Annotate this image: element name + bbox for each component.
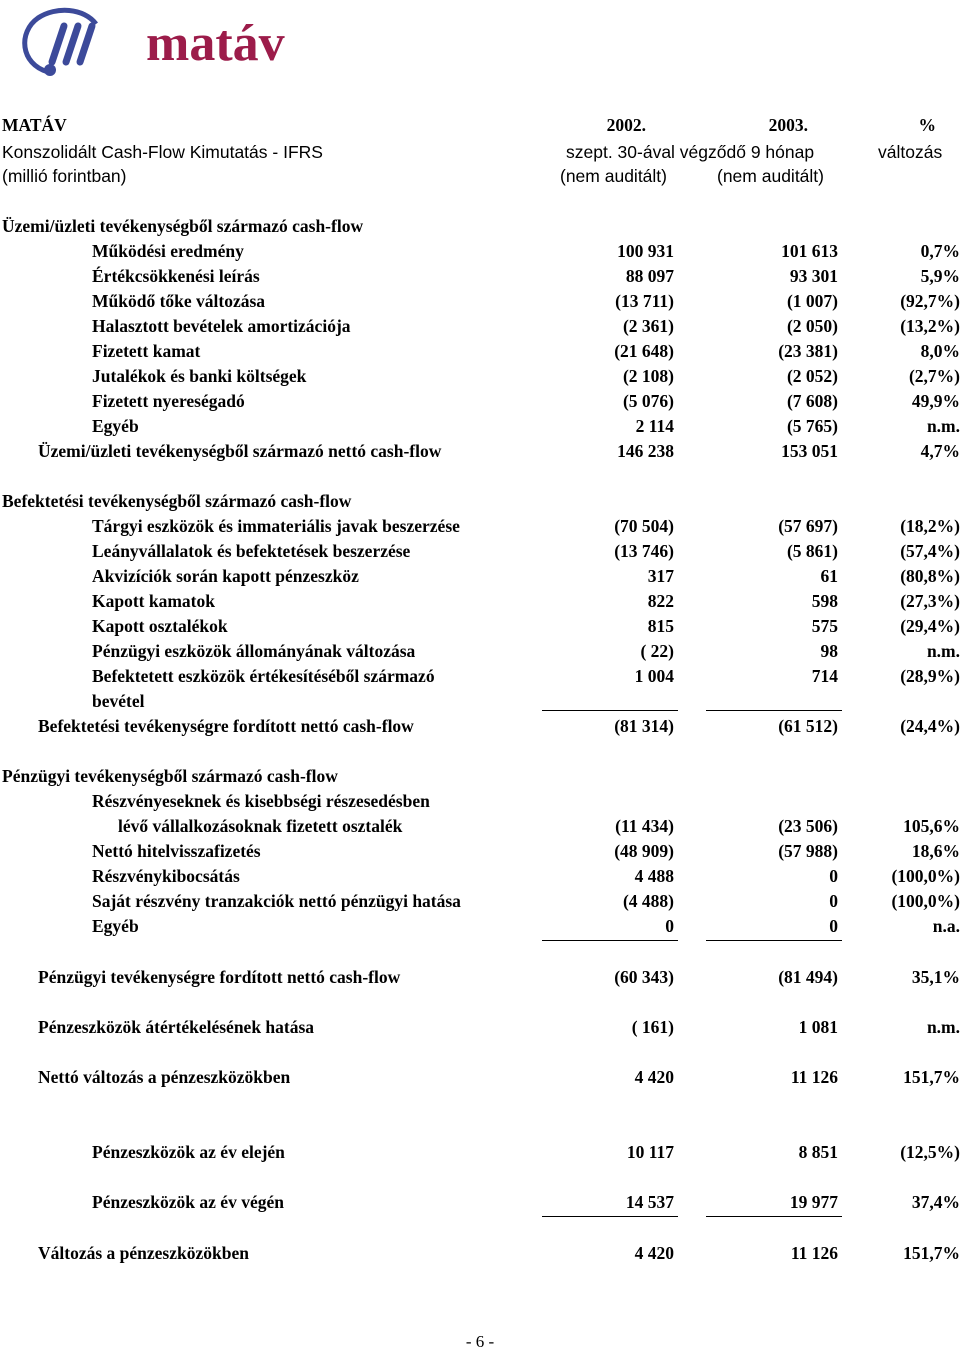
value-pct: 35,1% — [911, 967, 960, 987]
row-label: Üzemi/üzleti tevékenységből származó nettó cash-flow — [38, 441, 442, 461]
value-pct: n.m. — [926, 1017, 960, 1037]
value-2003: 714 — [811, 666, 838, 686]
row-label: Részvénykibocsátás — [92, 866, 240, 886]
unit-label: (millió forintban) — [2, 166, 127, 186]
value-2003: 598 — [811, 591, 838, 611]
value-2002: 146 238 — [617, 441, 674, 461]
audit-2002-label: (nem auditált) — [560, 166, 667, 186]
row-label: Fizetett kamat — [92, 341, 201, 361]
subtotal-rule-2002 — [542, 710, 678, 711]
value-pct: 5,9% — [920, 266, 960, 286]
investing-heading: Befektetési tevékenységből származó cash-flow — [2, 491, 352, 511]
row-label: Halasztott bevételek amortizációja — [92, 316, 351, 336]
subtotal-rule-2003 — [706, 1216, 842, 1217]
value-2003: (81 494) — [778, 967, 838, 987]
value-pct: 4,7% — [920, 441, 960, 461]
subtotal-rule-2003 — [706, 710, 842, 711]
value-2003: 8 851 — [798, 1142, 838, 1162]
value-pct: (18,2%) — [900, 516, 960, 536]
value-2002: 815 — [647, 616, 674, 636]
audit-2003-label: (nem auditált) — [717, 166, 824, 186]
row-label-continued: lévő vállalkozásoknak fizetett osztalék — [118, 816, 403, 836]
value-2003: (7 608) — [786, 391, 838, 411]
value-2003: 1 081 — [798, 1017, 838, 1037]
value-pct: (92,7%) — [900, 291, 960, 311]
value-2003: 0 — [829, 916, 838, 936]
report-title: Konszolidált Cash-Flow Kimutatás - IFRS — [2, 142, 323, 162]
value-2003: (57 697) — [778, 516, 838, 536]
row-label: Akvizíciók során kapott pénzeszköz — [92, 566, 359, 586]
value-2003: (5 861) — [786, 541, 838, 561]
value-2003: 575 — [811, 616, 838, 636]
subtotal-rule-2003 — [706, 940, 842, 941]
row-label: Kapott osztalékok — [92, 616, 228, 636]
value-2003: 61 — [820, 566, 838, 586]
value-pct: (12,5%) — [900, 1142, 960, 1162]
row-label: Leányvállalatok és befektetések beszerzése — [92, 541, 411, 561]
value-2003: (2 052) — [786, 366, 838, 386]
row-label: Egyéb — [92, 416, 139, 436]
value-2002: (60 343) — [614, 967, 674, 987]
value-2002: 10 117 — [626, 1142, 674, 1162]
value-pct: (57,4%) — [900, 541, 960, 561]
row-label: Pénzeszközök az év elején — [92, 1142, 285, 1162]
row-label: Egyéb — [92, 916, 139, 936]
row-label: Pénzeszközök átértékelésének hatása — [38, 1017, 315, 1037]
value-2003: 153 051 — [781, 441, 838, 461]
value-pct: 105,6% — [903, 816, 960, 836]
value-2002: 100 931 — [617, 241, 674, 261]
percent-header: % — [918, 115, 936, 135]
value-2002: (5 076) — [622, 391, 674, 411]
row-label: Fizetett nyereségadó — [92, 391, 245, 411]
value-2003: 98 — [820, 641, 838, 661]
value-2002: 2 114 — [635, 416, 674, 436]
row-label: Befektetett eszközök értékesítéséből származó — [92, 666, 435, 686]
value-2002: (13 711) — [615, 291, 674, 311]
period-label: szept. 30-ával végződő 9 hónap — [566, 142, 815, 162]
logo-wordmark: matáv — [146, 15, 285, 72]
row-label: Pénzügyi eszközök állományának változása — [92, 641, 416, 661]
row-label: Pénzeszközök az év végén — [92, 1192, 284, 1212]
logo-m-stroke — [52, 26, 92, 62]
value-2002: ( 161) — [631, 1017, 674, 1037]
company-name: MATÁV — [2, 115, 67, 135]
value-2002: (48 909) — [614, 841, 674, 861]
subtotal-rule-2002 — [542, 940, 678, 941]
year-2002-header: 2002. — [606, 115, 646, 135]
value-2002: 4 420 — [634, 1243, 674, 1263]
value-2002: (81 314) — [614, 716, 674, 736]
value-2002: (4 488) — [622, 891, 674, 911]
row-label-continued: bevétel — [92, 691, 145, 711]
value-pct: (80,8%) — [900, 566, 960, 586]
value-2002: 88 097 — [625, 266, 674, 286]
value-2002: (70 504) — [614, 516, 674, 536]
value-pct: 151,7% — [903, 1243, 960, 1263]
value-2002: 1 004 — [634, 666, 674, 686]
row-label: Értékcsökkenési leírás — [92, 266, 260, 286]
value-2002: (13 746) — [614, 541, 674, 561]
value-pct: n.m. — [926, 641, 960, 661]
value-pct: (2,7%) — [908, 366, 960, 386]
value-pct: (100,0%) — [891, 891, 960, 911]
row-label: Működési eredmény — [92, 241, 244, 261]
value-2003: 0 — [829, 866, 838, 886]
year-2003-header: 2003. — [768, 115, 808, 135]
matav-logo — [8, 2, 298, 84]
value-pct: 0,7% — [920, 241, 960, 261]
page-number: - 6 - — [465, 1332, 495, 1351]
row-label: Pénzügyi tevékenységre fordított nettó cash-flow — [38, 967, 401, 987]
value-2002: 822 — [647, 591, 674, 611]
value-pct: (29,4%) — [900, 616, 960, 636]
logo-dot — [44, 64, 56, 76]
operating-heading: Üzemi/üzleti tevékenységből származó cash-flow — [2, 216, 364, 236]
value-pct: (27,3%) — [900, 591, 960, 611]
value-pct: 151,7% — [903, 1067, 960, 1087]
value-pct: 49,9% — [911, 391, 960, 411]
value-2003: (61 512) — [778, 716, 838, 736]
subtotal-rule-2002 — [542, 1216, 678, 1217]
value-pct: n.a. — [932, 916, 960, 936]
value-2003: (5 765) — [786, 416, 838, 436]
row-label: Nettó változás a pénzeszközökben — [38, 1067, 291, 1087]
value-2002: (2 361) — [622, 316, 674, 336]
value-2003: 0 — [829, 891, 838, 911]
value-pct: (13,2%) — [900, 316, 960, 336]
value-2002: 4 488 — [634, 866, 674, 886]
value-2003: 11 126 — [790, 1243, 838, 1263]
value-pct: (100,0%) — [891, 866, 960, 886]
value-2002: 317 — [647, 566, 674, 586]
row-label: Részvényeseknek és kisebbségi részesedésben — [92, 791, 430, 811]
value-2003: (2 050) — [786, 316, 838, 336]
financing-heading: Pénzügyi tevékenységből származó cash-flow — [2, 766, 338, 786]
value-2002: (2 108) — [622, 366, 674, 386]
value-2003: 101 613 — [781, 241, 838, 261]
value-pct: (24,4%) — [900, 716, 960, 736]
value-pct: 37,4% — [911, 1192, 960, 1212]
row-label: Jutalékok és banki költségek — [92, 366, 307, 386]
value-2002: 4 420 — [634, 1067, 674, 1087]
value-2002: ( 22) — [640, 641, 674, 661]
value-2003: (57 988) — [778, 841, 838, 861]
value-pct: 18,6% — [911, 841, 960, 861]
value-2003: (1 007) — [786, 291, 838, 311]
value-2003: (23 506) — [778, 816, 838, 836]
row-label: Kapott kamatok — [92, 591, 215, 611]
value-2003: 19 977 — [789, 1192, 838, 1212]
value-2002: (21 648) — [614, 341, 674, 361]
value-2003: 93 301 — [789, 266, 838, 286]
row-label: Tárgyi eszközök és immateriális javak beszerzése — [92, 516, 460, 536]
row-label: Változás a pénzeszközökben — [38, 1243, 249, 1263]
value-pct: 8,0% — [920, 341, 960, 361]
value-2002: 14 537 — [625, 1192, 674, 1212]
value-pct: n.m. — [926, 416, 960, 436]
row-label: Működő tőke változása — [92, 291, 266, 311]
row-label: Befektetési tevékenységre fordított nettó cash-flow — [38, 716, 414, 736]
row-label: Saját részvény tranzakciók nettó pénzügyi hatása — [92, 891, 461, 911]
value-2002: (11 434) — [615, 816, 674, 836]
row-label: Nettó hitelvisszafizetés — [92, 841, 261, 861]
value-2003: (23 381) — [778, 341, 838, 361]
value-pct: (28,9%) — [900, 666, 960, 686]
change-label: változás — [878, 142, 943, 162]
value-2003: 11 126 — [790, 1067, 838, 1087]
value-2002: 0 — [665, 916, 674, 936]
